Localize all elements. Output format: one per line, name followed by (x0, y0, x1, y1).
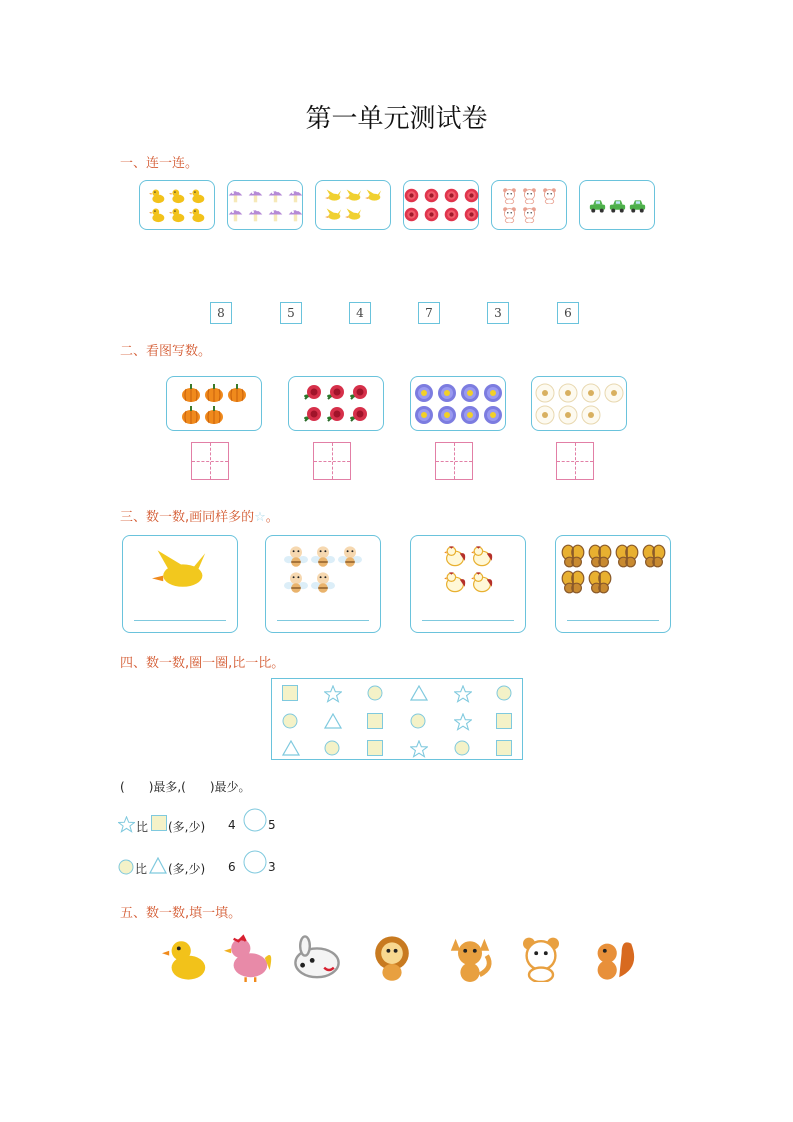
connect-picture-box-2 (227, 180, 303, 230)
q1-open: ( (120, 780, 125, 794)
compare-circle-blank[interactable] (243, 850, 267, 874)
duck-icon (189, 206, 206, 223)
circle-shape[interactable] (367, 685, 383, 701)
aster-icon (437, 383, 457, 403)
aster-icon (437, 405, 457, 425)
bear-icon (541, 187, 558, 204)
connect-number-box[interactable]: 4 (349, 302, 371, 324)
draw-picture-box-3 (410, 535, 526, 633)
duck-icon (149, 206, 166, 223)
square-shape[interactable] (282, 685, 298, 701)
page-title: 第一单元测试卷 (305, 104, 488, 134)
shape-cell[interactable] (324, 685, 340, 701)
animal-figure (224, 934, 272, 986)
rose-icon (349, 405, 369, 425)
aster-icon (414, 383, 434, 403)
rose-icon (326, 405, 346, 425)
flower-icon (403, 206, 420, 223)
car-icon (629, 197, 646, 214)
daisy-icon (558, 405, 578, 425)
daisy-icon (604, 383, 624, 403)
bird-icon (345, 206, 362, 223)
connect-number-box[interactable]: 7 (418, 302, 440, 324)
daisy-icon (535, 405, 555, 425)
answer-line[interactable] (422, 620, 514, 621)
section-3-heading (120, 506, 279, 525)
triangle-shape[interactable] (410, 685, 428, 701)
shape-cell[interactable] (454, 685, 470, 701)
duck-icon (149, 187, 166, 204)
shape-cell[interactable] (496, 740, 512, 756)
car-icon (609, 197, 626, 214)
shape-cell[interactable] (454, 740, 470, 756)
shape-cell[interactable] (282, 740, 298, 756)
triangle-shape[interactable] (324, 713, 342, 729)
bear-icon (521, 187, 538, 204)
circle-shape[interactable] (496, 685, 512, 701)
aster-icon (414, 405, 434, 425)
flower-icon (463, 187, 480, 204)
mushroom-icon (267, 206, 284, 223)
aster-icon (483, 405, 503, 425)
bee-icon (284, 544, 308, 568)
shape-cell[interactable] (324, 713, 340, 729)
section-3-heading-end: 。 (265, 510, 279, 525)
butterfly-icon (615, 544, 639, 568)
question-most-least (120, 778, 251, 795)
car-icon (589, 197, 606, 214)
square-shape[interactable] (367, 740, 383, 756)
q1-mid: )最多,( (148, 780, 186, 794)
bird-icon (152, 542, 208, 598)
lion-icon (368, 934, 416, 982)
flower-icon (443, 187, 460, 204)
bear-icon (521, 206, 538, 223)
bee-icon (284, 570, 308, 594)
triangle-shape-icon (149, 857, 167, 874)
draw-picture-box-4 (555, 535, 671, 633)
connect-number-box[interactable]: 8 (210, 302, 232, 324)
animal-figure (588, 934, 636, 986)
shape-cell[interactable] (496, 685, 512, 701)
count-picture-box-4 (531, 376, 627, 431)
daisy-icon (558, 383, 578, 403)
flower-icon (423, 187, 440, 204)
circle-shape[interactable] (410, 713, 426, 729)
bird-icon (365, 187, 382, 204)
daisy-icon (581, 405, 601, 425)
star-shape[interactable] (454, 713, 472, 731)
duck-icon (162, 934, 210, 982)
draw-picture-box-1 (122, 535, 238, 633)
cat-icon (446, 934, 494, 982)
mushroom-icon (247, 206, 264, 223)
mushroom-icon (287, 187, 304, 204)
q3-left-number: 6 (228, 860, 236, 874)
aster-icon (483, 383, 503, 403)
duck-icon (189, 187, 206, 204)
rose-icon (303, 383, 323, 403)
draw-picture-box-2 (265, 535, 381, 633)
animal-figure (368, 934, 416, 986)
pumpkin-icon (204, 383, 224, 403)
square-shape[interactable] (367, 713, 383, 729)
chicken-icon (470, 570, 494, 594)
circle-shape[interactable] (454, 740, 470, 756)
bird-icon (325, 187, 342, 204)
connect-picture-box-4 (403, 180, 479, 230)
shape-cell[interactable] (282, 685, 298, 701)
pumpkin-icon (227, 383, 247, 403)
small-star-icon: ☆ (254, 510, 266, 525)
pumpkin-icon (181, 405, 201, 425)
flower-icon (443, 206, 460, 223)
animal-figure (293, 934, 341, 986)
count-picture-box-2 (288, 376, 384, 431)
bear-icon (517, 934, 565, 982)
q2-bi: 比 (136, 820, 149, 834)
star-shape[interactable] (410, 740, 428, 758)
q3-right-number: 3 (268, 860, 276, 874)
q2-left-number: 4 (228, 818, 236, 832)
connect-number-box[interactable]: 6 (557, 302, 579, 324)
flower-icon (463, 206, 480, 223)
rose-icon (303, 405, 323, 425)
star-shape[interactable] (454, 685, 472, 703)
duck-icon (169, 206, 186, 223)
answer-line[interactable] (567, 620, 659, 621)
connect-picture-box-1 (139, 180, 215, 230)
pumpkin-icon (181, 383, 201, 403)
chicken-icon (443, 570, 467, 594)
square-shape[interactable] (496, 740, 512, 756)
q3-bi: 比 (135, 862, 148, 876)
shape-cell[interactable] (367, 740, 383, 756)
section-2-heading: 二、看图写数。 (120, 344, 212, 359)
shape-cell[interactable] (324, 740, 340, 756)
butterfly-icon (561, 544, 585, 568)
butterfly-icon (588, 544, 612, 568)
connect-number-box[interactable]: 3 (487, 302, 509, 324)
rose-icon (326, 383, 346, 403)
chicken-icon (470, 544, 494, 568)
connect-number-box[interactable]: 5 (280, 302, 302, 324)
shape-cell[interactable] (496, 713, 512, 729)
section-3-heading-text: 三、数一数,画同样多的 (120, 510, 255, 525)
shape-cell[interactable] (410, 685, 426, 701)
shape-cell[interactable] (282, 713, 298, 729)
write-number-box[interactable] (435, 442, 473, 480)
section-4-heading: 四、数一数,圈一圈,比一比。 (120, 656, 285, 671)
mushroom-icon (227, 187, 244, 204)
rose-icon (349, 383, 369, 403)
q3-paren: (多,少) (168, 862, 206, 876)
connect-picture-box-5 (491, 180, 567, 230)
answer-line[interactable] (277, 620, 369, 621)
shape-cell[interactable] (367, 713, 383, 729)
butterfly-icon (561, 570, 585, 594)
write-number-box[interactable] (313, 442, 351, 480)
answer-line[interactable] (134, 620, 226, 621)
bear-icon (501, 206, 518, 223)
bird-icon (345, 187, 362, 204)
daisy-icon (535, 383, 555, 403)
flower-icon (403, 187, 420, 204)
bee-icon (311, 570, 335, 594)
daisy-icon (581, 383, 601, 403)
write-number-box[interactable] (556, 442, 594, 480)
animal-figure (517, 934, 565, 986)
shape-cell[interactable] (367, 685, 383, 701)
square-shape[interactable] (496, 713, 512, 729)
connect-picture-box-3 (315, 180, 391, 230)
write-number-box[interactable] (191, 442, 229, 480)
shape-cell[interactable] (410, 740, 426, 756)
mushroom-icon (227, 206, 244, 223)
circle-shape[interactable] (324, 740, 340, 756)
shape-cell[interactable] (454, 713, 470, 729)
circle-shape[interactable] (282, 713, 298, 729)
pumpkin-icon (204, 405, 224, 425)
mushroom-icon (287, 206, 304, 223)
section-1-heading: 一、连一连。 (120, 156, 199, 171)
bear-icon (501, 187, 518, 204)
aster-icon (460, 383, 480, 403)
rooster-icon (224, 934, 272, 982)
aster-icon (460, 405, 480, 425)
star-shape[interactable] (324, 685, 342, 703)
bee-icon (311, 544, 335, 568)
question-star-vs-square (118, 812, 418, 838)
count-picture-box-3 (410, 376, 506, 431)
duck-icon (169, 187, 186, 204)
compare-circle-blank[interactable] (243, 808, 267, 832)
shape-cell[interactable] (410, 713, 426, 729)
bee-icon (338, 544, 362, 568)
q2-right-number: 5 (268, 818, 276, 832)
squirrel-icon (588, 934, 636, 982)
q1-end: )最少。 (209, 780, 251, 794)
square-shape-icon (151, 815, 167, 831)
animal-figure (446, 934, 494, 986)
mushroom-icon (247, 187, 264, 204)
dog-icon (293, 934, 341, 982)
question-circle-vs-triangle (118, 854, 418, 880)
connect-picture-box-6 (579, 180, 655, 230)
butterfly-icon (588, 570, 612, 594)
circle-shape-icon (118, 859, 134, 875)
q2-paren: (多,少) (168, 820, 206, 834)
flower-icon (423, 206, 440, 223)
bird-icon (325, 206, 342, 223)
chicken-icon (443, 544, 467, 568)
shape-table (271, 678, 523, 760)
star-shape-icon (118, 816, 135, 833)
butterfly-icon (642, 544, 666, 568)
mushroom-icon (267, 187, 284, 204)
triangle-shape[interactable] (282, 740, 300, 756)
count-picture-box-1 (166, 376, 262, 431)
animal-figure (162, 934, 210, 986)
section-5-heading: 五、数一数,填一填。 (120, 906, 242, 921)
